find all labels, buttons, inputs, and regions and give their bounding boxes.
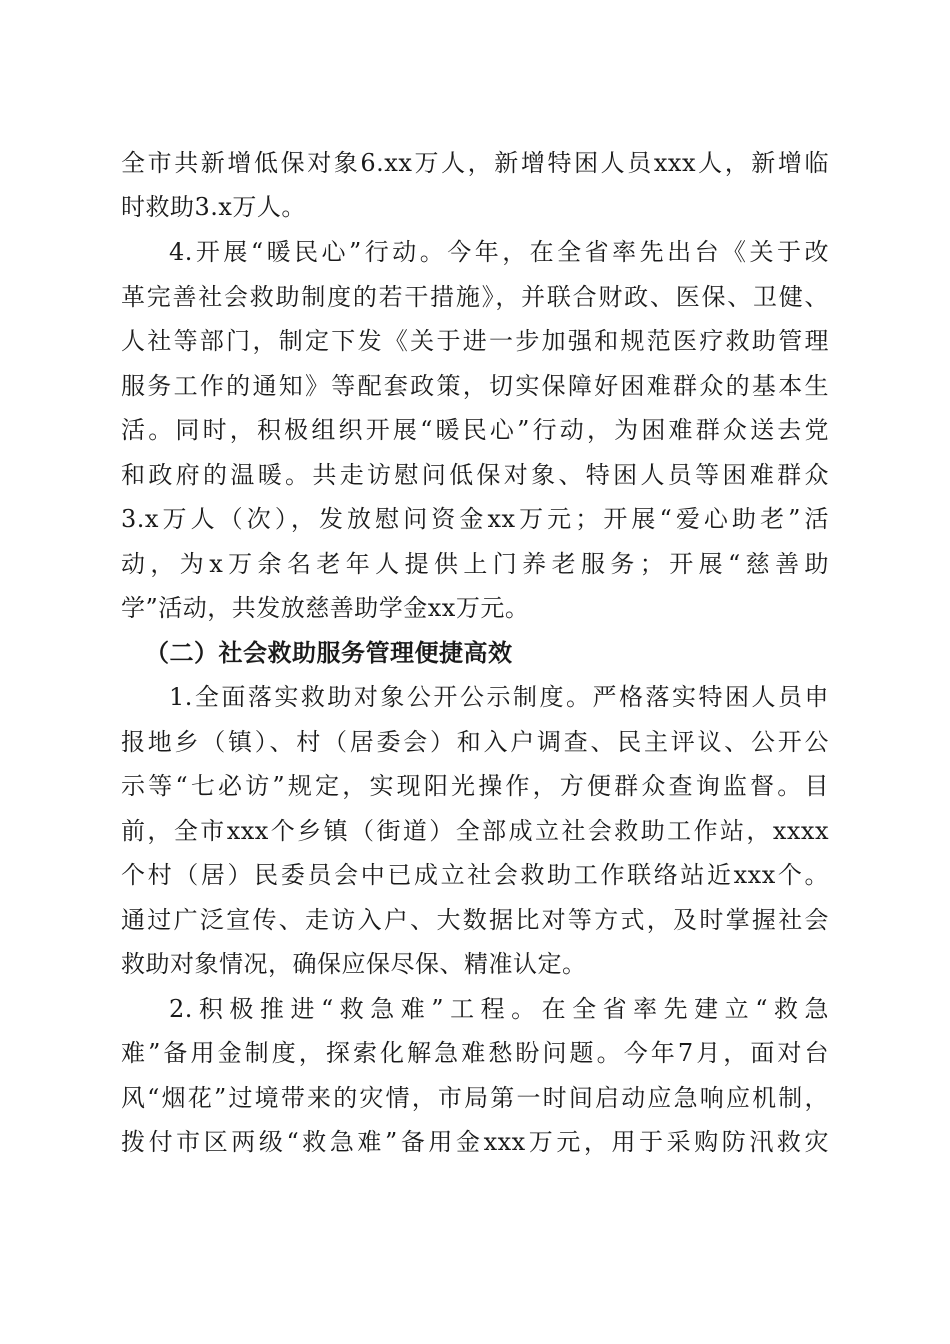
- paragraph-line: 学”活动，共发放慈善助学金xx万元。: [121, 594, 530, 622]
- paragraph-line: 和政府的温暖。共走访慰问低保对象、特困人员等困难群众: [121, 461, 829, 489]
- paragraph-line: 救助对象情况，确保应保尽保、精准认定。: [121, 950, 587, 978]
- paragraph-line: 前，全市xxx个乡镇（街道）全部成立社会救助工作站，xxxx: [121, 817, 829, 845]
- paragraph-line: 服务工作的通知》等配套政策，切实保障好困难群众的基本生: [121, 372, 829, 400]
- paragraph-line: 动，为x万余名老年人提供上门养老服务；开展“慈善助: [121, 550, 829, 578]
- paragraph-line: 全市共新增低保对象6.xx万人，新增特困人员xxx人，新增临: [121, 149, 829, 177]
- paragraph-line: 示等“七必访”规定，实现阳光操作，方便群众查询监督。目: [121, 772, 829, 800]
- section-heading: （二）社会救助服务管理便捷高效: [145, 638, 513, 667]
- paragraph-line: 2.积极推进“救急难”工程。在全省率先建立“救急: [169, 995, 829, 1023]
- paragraph-line: 3.x万人（次），发放慰问资金xx万元；开展“爱心助老”活: [121, 505, 829, 533]
- paragraph-line: 个村（居）民委员会中已成立社会救助工作联络站近xxx个。: [121, 861, 829, 889]
- paragraph-line: 4.开展“暖民心”行动。今年，在全省率先出台《关于改: [169, 238, 829, 266]
- paragraph-line: 难”备用金制度，探索化解急难愁盼问题。今年7月，面对台: [121, 1039, 829, 1067]
- paragraph-line: 革完善社会救助制度的若干措施》，并联合财政、医保、卫健、: [121, 283, 829, 311]
- paragraph-line: 报地乡（镇）、村（居委会）和入户调查、民主评议、公开公: [121, 728, 829, 756]
- paragraph-line: 拨付市区两级“救急难”备用金xxx万元，用于采购防汛救灾: [121, 1128, 829, 1156]
- paragraph-line: 风“烟花”过境带来的灾情，市局第一时间启动应急响应机制，: [121, 1084, 829, 1112]
- paragraph-line: 1.全面落实救助对象公开公示制度。严格落实特困人员申: [169, 683, 829, 711]
- paragraph-line: 活。同时，积极组织开展“暖民心”行动，为困难群众送去党: [121, 416, 829, 444]
- paragraph-line: 时救助3.x万人。: [121, 193, 306, 221]
- paragraph-line: 通过广泛宣传、走访入户、大数据比对等方式，及时掌握社会: [121, 906, 829, 934]
- paragraph-line: 人社等部门，制定下发《关于进一步加强和规范医疗救助管理: [121, 327, 829, 355]
